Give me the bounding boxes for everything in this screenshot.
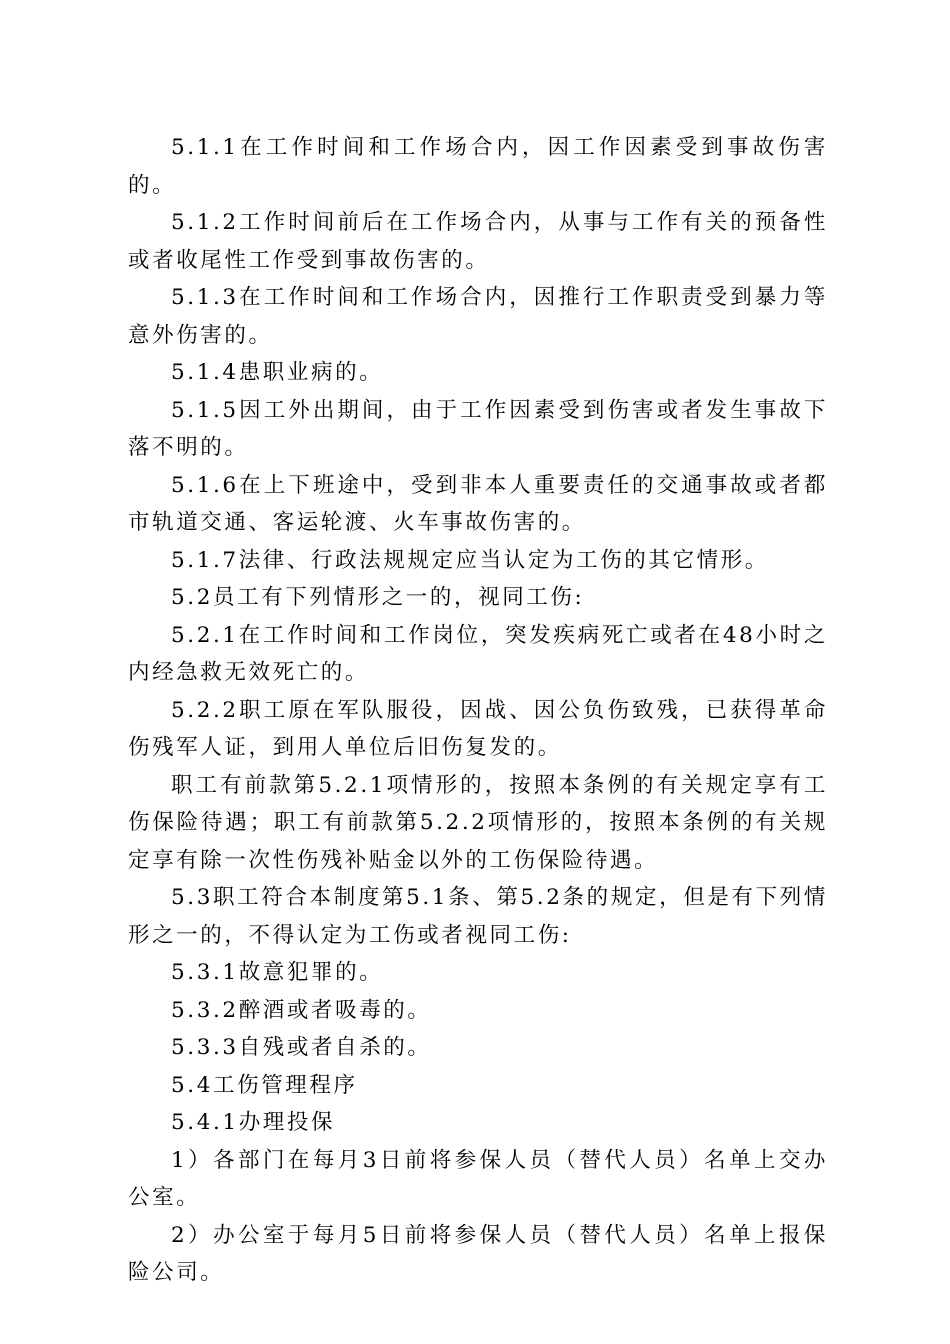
paragraph-5-3: 5.3职工符合本制度第5.1条、第5.2条的规定，但是有下列情形之一的，不得认定为工伤或者视同工伤: — [128, 885, 828, 948]
paragraph-5-3-1: 5.3.1故意犯罪的。 — [171, 960, 384, 985]
paragraph-5-1-7: 5.1.7法律、行政法规规定应当认定为工伤的其它情形。 — [171, 547, 769, 573]
paragraph-5-1-6: 5.1.6在上下班途中，受到非本人重要责任的交通事故或者都市轨道交通、客运轮渡、火车事故伤害的。 — [128, 472, 828, 535]
paragraph-5-2-2: 5.2.2职工原在军队服役，因战、因公负伤致残，已获得革命伤残军人证，到用人单位后旧伤复发的。 — [128, 697, 828, 760]
paragraph-5-1-4: 5.1.4患职业病的。 — [171, 360, 384, 385]
paragraph-5-1-3: 5.1.3在工作时间和工作场合内，因推行工作职责受到暴力等意外伤害的。 — [128, 285, 828, 348]
paragraph-5-2: 5.2员工有下列情形之一的，视同工伤: — [171, 585, 585, 610]
paragraph-step-1: 1）各部门在每月3日前将参保人员（替代人员）名单上交办公室。 — [128, 1147, 828, 1210]
paragraph-5-4: 5.4工伤管理程序 — [171, 1072, 358, 1098]
paragraph-5-2-note: 职工有前款第5.2.1项情形的，按照本条例的有关规定享有工伤保险待遇；职工有前款第5.2.2项情形的，按照本条例的有关规定享有除一次性伤残补贴金以外的工伤保险待遇。 — [128, 772, 828, 873]
paragraph-5-3-2: 5.3.2醉酒或者吸毒的。 — [171, 997, 432, 1023]
paragraph-step-2: 2）办公室于每月5日前将参保人员（替代人员）名单上报保险公司。 — [128, 1222, 828, 1285]
paragraph-5-1-1: 5.1.1在工作时间和工作场合内，因工作因素受到事故伤害的。 — [128, 135, 828, 198]
paragraph-5-3-3: 5.3.3自残或者自杀的。 — [171, 1035, 432, 1060]
document-body — [128, 129, 828, 1292]
paragraph-5-4-1: 5.4.1办理投保 — [171, 1110, 336, 1135]
paragraph-5-1-2: 5.1.2工作时间前后在工作场合内，从事与工作有关的预备性或者收尾性工作受到事故伤害的。 — [128, 210, 828, 273]
paragraph-5-2-1: 5.2.1在工作时间和工作岗位，突发疾病死亡或者在48小时之内经急救无效死亡的。 — [128, 622, 828, 685]
paragraph-5-1-5: 5.1.5因工外出期间，由于工作因素受到伤害或者发生事故下落不明的。 — [128, 397, 828, 460]
